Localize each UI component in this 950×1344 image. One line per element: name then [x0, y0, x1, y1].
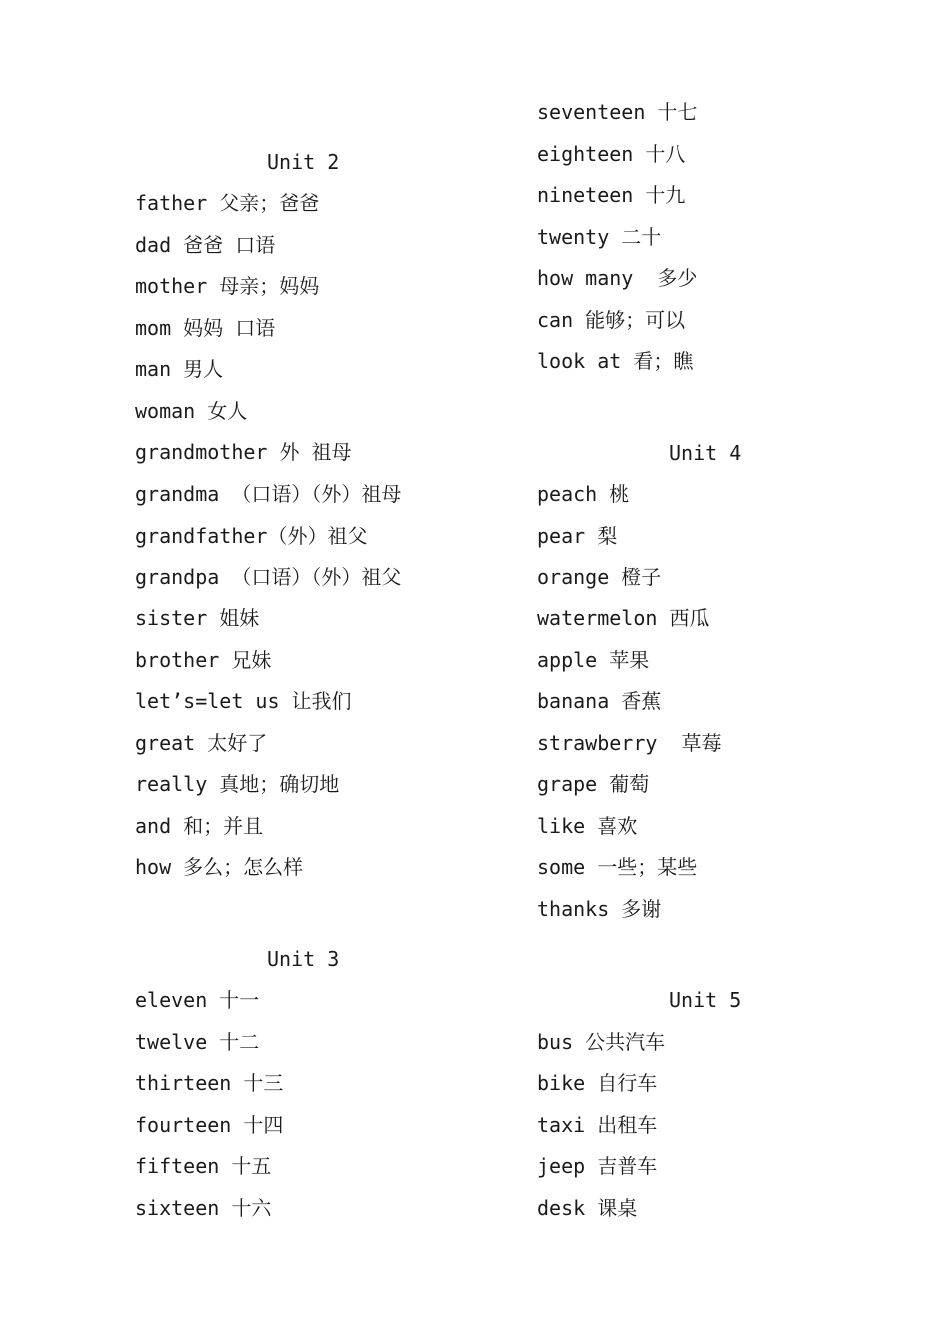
vocab-item: how many 多少: [537, 266, 698, 290]
unit-4-heading: Unit 4: [669, 441, 742, 465]
vocab-item: bus 公共汽车: [537, 1030, 666, 1054]
vocab-item: fourteen 十四: [135, 1113, 284, 1137]
unit-2-heading: Unit 2: [267, 150, 340, 174]
vocab-item: sister 姐妹: [135, 606, 260, 630]
vocab-item: brother 兄妹: [135, 648, 272, 672]
vocab-item: thanks 多谢: [537, 897, 662, 921]
unit-5-heading: Unit 5: [669, 988, 742, 1012]
vocab-item: like 喜欢: [537, 814, 638, 838]
vocab-item: twenty 二十: [537, 225, 662, 249]
vocab-item: nineteen 十九: [537, 183, 686, 207]
vocab-item: banana 香蕉: [537, 689, 662, 713]
vocab-item: strawberry 草莓: [537, 731, 722, 755]
vocab-item: orange 橙子: [537, 565, 662, 589]
vocab-item: apple 苹果: [537, 648, 650, 672]
vocab-item: desk 课桌: [537, 1196, 638, 1220]
vocab-item: some 一些；某些: [537, 855, 698, 879]
vocab-item: how 多么；怎么样: [135, 855, 304, 879]
unit-3-heading: Unit 3: [267, 947, 340, 971]
vocab-item: grandma （口语）（外）祖母: [135, 482, 402, 506]
vocab-item: grandpa （口语）（外）祖父: [135, 565, 402, 589]
vocab-item: woman 女人: [135, 399, 248, 423]
vocab-item: look at 看；瞧: [537, 349, 694, 373]
vocab-item: man 男人: [135, 357, 224, 381]
vocab-item: let’s=let us 让我们: [135, 689, 352, 713]
vocab-item: seventeen 十七: [537, 100, 698, 124]
vocab-item: thirteen 十三: [135, 1071, 284, 1095]
vocab-item: sixteen 十六: [135, 1196, 272, 1220]
vocab-item: watermelon 西瓜: [537, 606, 710, 630]
vocab-item: bike 自行车: [537, 1071, 658, 1095]
vocab-item: grandfather（外）祖父: [135, 524, 368, 548]
vocab-item: twelve 十二: [135, 1030, 260, 1054]
vocab-item: eleven 十一: [135, 988, 260, 1012]
vocab-item: dad 爸爸 口语: [135, 233, 276, 257]
vocab-item: taxi 出租车: [537, 1113, 658, 1137]
vocab-item: grape 葡萄: [537, 772, 650, 796]
vocab-item: peach 桃: [537, 482, 630, 506]
vocab-item: jeep 吉普车: [537, 1154, 658, 1178]
vocab-item: pear 梨: [537, 524, 618, 548]
vocab-item: eighteen 十八: [537, 142, 686, 166]
vocab-item: can 能够；可以: [537, 308, 686, 332]
vocab-item: fifteen 十五: [135, 1154, 272, 1178]
vocab-item: grandmother 外 祖母: [135, 440, 352, 464]
vocab-item: mother 母亲；妈妈: [135, 274, 320, 298]
vocab-item: great 太好了: [135, 731, 268, 755]
vocab-item: mom 妈妈 口语: [135, 316, 276, 340]
vocab-item: and 和；并且: [135, 814, 264, 838]
vocab-item: really 真地；确切地: [135, 772, 340, 796]
vocab-item: father 父亲；爸爸: [135, 191, 320, 215]
